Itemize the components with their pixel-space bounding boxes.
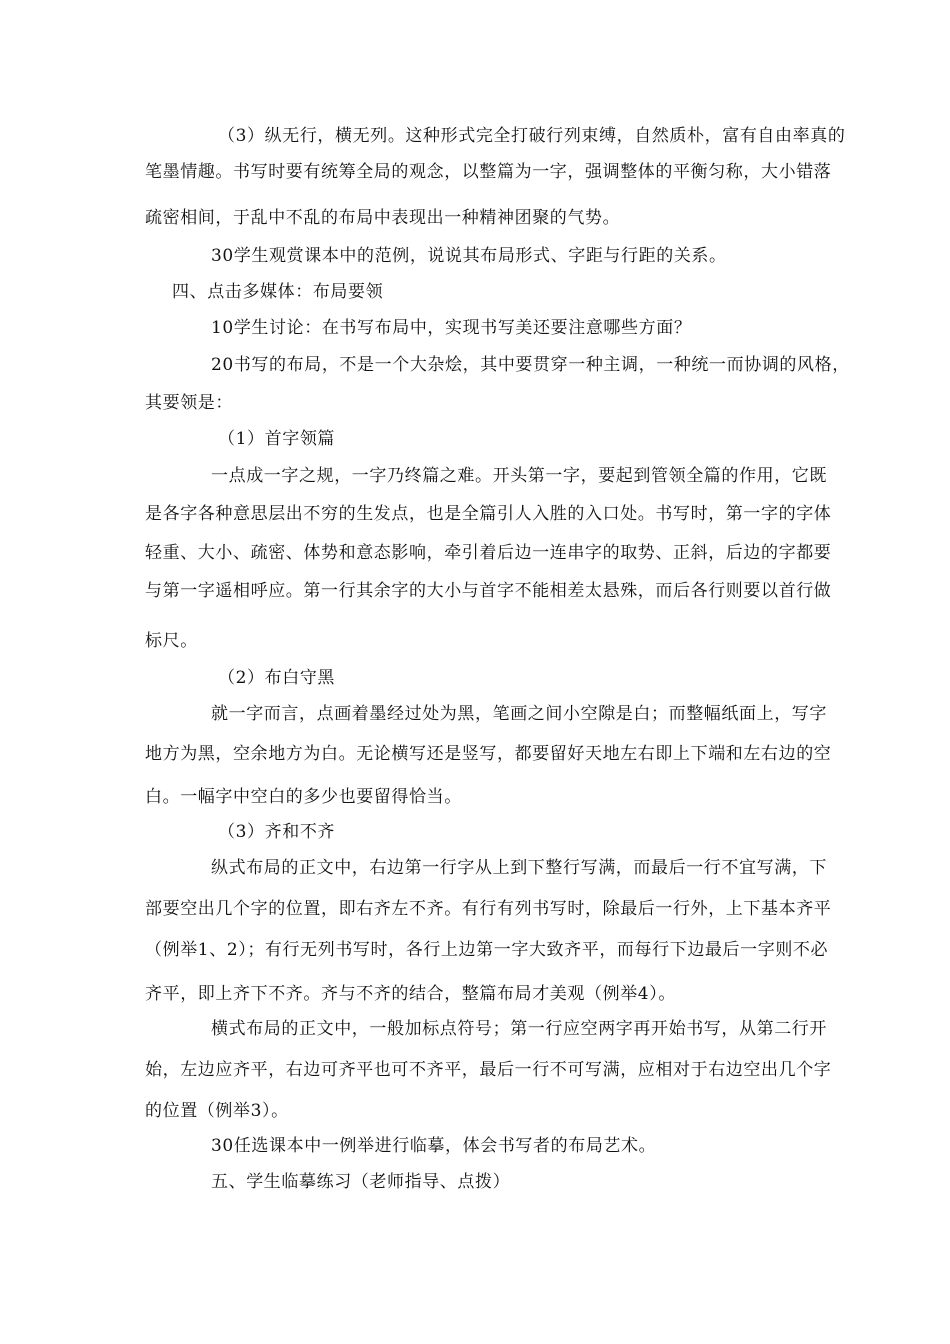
text-line: 就一字而言，点画着墨经过处为黑，笔画之间小空隙是白；而整幅纸面上，写字 <box>211 704 827 724</box>
text-line: 其要领是： <box>145 393 233 413</box>
text-line: 30任选课本中一例举进行临摹，体会书写者的布局艺术。 <box>211 1136 657 1156</box>
text-line: 横式布局的正文中，一般加标点符号；第一行应空两字再开始书写，从第二行开 <box>211 1019 827 1039</box>
text-line: 的位置（例举3）。 <box>145 1101 289 1121</box>
text-line: 白。一幅字中空白的多少也要留得恰当。 <box>145 787 462 807</box>
text-line: （例举1、2）；有行无列书写时，各行上边第一字大致齐平，而每行下边最后一字则不必 <box>145 940 829 960</box>
text-line: 部要空出几个字的位置，即右齐左不齐。有行有列书写时，除最后一行外，上下基本齐平 <box>145 899 832 919</box>
text-line: 齐平，即上齐下不齐。齐与不齐的结合，整篇布局才美观（例举4）。 <box>145 984 676 1004</box>
text-line: 20书写的布局，不是一个大杂烩，其中要贯穿一种主调，一种统一而协调的风格， <box>211 355 850 375</box>
text-line: 30学生观赏课本中的范例，说说其布局形式、字距与行距的关系。 <box>211 246 727 266</box>
subheading: （3）齐和不齐 <box>218 822 336 842</box>
text-line: 一点成一字之规，一字乃终篇之难。开头第一字，要起到管领全篇的作用，它既 <box>211 466 827 486</box>
text-line: 始，左边应齐平，右边可齐平也可不齐平，最后一行不可写满，应相对于右边空出几个字 <box>145 1060 832 1080</box>
text-line: 10学生讨论：在书写布局中，实现书写美还要注意哪些方面？ <box>211 318 692 338</box>
text-line: （3）纵无行，横无列。这种形式完全打破行列束缚，自然质朴，富有自由率真的 <box>218 126 846 146</box>
section-heading: 五、学生临摹练习（老师指导、点拨） <box>211 1172 511 1192</box>
text-line: 是各字各种意思层出不穷的生发点，也是全篇引人入胜的入口处。书写时，第一字的字体 <box>145 504 832 524</box>
subheading: （1）首字领篇 <box>218 429 336 449</box>
text-line: 地方为黑，空余地方为白。无论横写还是竖写，都要留好天地左右即上下端和左右边的空 <box>145 744 832 764</box>
text-line: 疏密相间，于乱中不乱的布局中表现出一种精神团聚的气势。 <box>145 208 621 228</box>
text-line: 标尺。 <box>145 631 198 651</box>
text-line: 轻重、大小、疏密、体势和意态影响，牵引着后边一连串字的取势、正斜，后边的字都要 <box>145 543 832 563</box>
text-line: 与第一字遥相呼应。第一行其余字的大小与首字不能相差太悬殊，而后各行则要以首行做 <box>145 581 832 601</box>
text-line: 笔墨情趣。书写时要有统筹全局的观念，以整篇为一字，强调整体的平衡匀称，大小错落 <box>145 162 832 182</box>
text-line: 纵式布局的正文中，右边第一行字从上到下整行写满，而最后一行不宜写满，下 <box>211 858 827 878</box>
section-heading: 四、点击多媒体：布局要领 <box>172 282 384 302</box>
subheading: （2）布白守黑 <box>218 668 336 688</box>
